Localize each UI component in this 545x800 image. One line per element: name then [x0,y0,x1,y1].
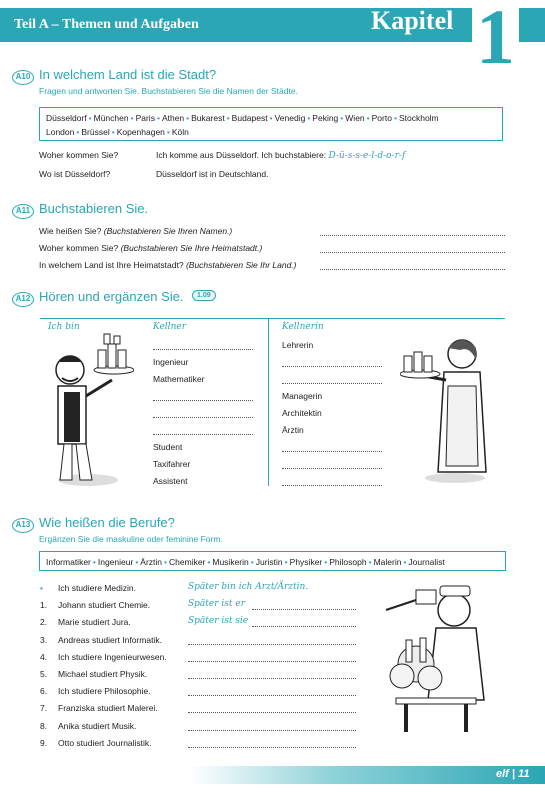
a11-question: Wie heißen Sie? [39,226,102,236]
word-item: Köln [171,127,189,137]
answer-line[interactable] [153,349,253,350]
bullet-dot: • [269,113,273,123]
bullet-dot: • [156,113,160,123]
answer-line[interactable] [282,451,382,452]
bullet-dot: • [366,113,370,123]
answer-line[interactable] [153,400,253,401]
bullet-dot: • [111,127,115,137]
row-text: Michael studiert Physik. [58,669,148,679]
answer-line[interactable] [282,485,382,486]
answer-line[interactable] [188,678,356,679]
a12-title: Hören und ergänzen Sie. [39,289,184,304]
chapter-number: 1 [472,0,519,76]
col-kellnerin-title: Kellnerin [282,322,324,332]
row-number: 9. [40,737,48,748]
exercise-badge-a12: A12 [12,292,34,307]
bullet-dot: • [368,557,372,567]
answer-line[interactable] [153,417,253,418]
bullet-dot: • [186,113,190,123]
word-item: Porto [371,113,392,123]
profession-item: Mathematiker [153,374,205,384]
profession-item: Lehrerin [282,340,314,350]
answer-line[interactable] [282,468,382,469]
row-text: Franziska studiert Malerei. [58,703,158,714]
word-item: Brüssel [81,127,110,137]
row-number: 5. [40,669,48,679]
a11-hint: (Buchstabieren Sie Ihren Namen.) [103,226,233,236]
exercise-badge-a10: A10 [12,70,34,85]
profession-item: Ärztin [282,425,304,435]
word-item: Physiker [289,557,323,567]
exercise-badge-a11: A11 [12,204,34,219]
a11-row [39,260,297,270]
column-divider [268,318,269,486]
answer-line[interactable] [188,730,356,731]
profession-item: Assistent [153,476,188,486]
row-number: 7. [40,703,48,714]
word-item: Malerin [373,557,402,567]
footer-page-number: 11 [518,768,530,780]
word-item: Venedig [274,113,306,123]
col-ich-bin-title: Ich bin [48,322,80,332]
profession-item: Student [153,442,183,452]
footer-page [496,768,529,780]
answer-line[interactable] [252,609,356,610]
col-kellner-title: Kellner [153,322,186,332]
footer-brand: elf [496,768,509,780]
city-list-line-2 [46,125,496,139]
row-number: 8. [40,720,48,731]
answer-line[interactable] [188,695,356,696]
a11-question: In welchem Land ist Ihre Heimatstadt? [39,260,184,270]
bullet-dot: • [92,557,96,567]
answer-line[interactable] [188,661,356,662]
word-item: Wien [345,113,365,123]
answer-line[interactable] [282,366,382,367]
row-number: • [40,583,43,593]
row-text: Johann studiert Chemie. [58,600,151,611]
row-text: Ich studiere Philosophie. [58,686,151,697]
city-list-line-1 [46,111,496,125]
a11-question: Woher kommen Sie? [39,243,119,253]
exercise-badge-a13: A13 [12,518,34,533]
row-text: Andreas studiert Informatik. [58,634,162,645]
answer-line[interactable] [320,269,505,270]
city-word-box [39,107,503,141]
bullet-dot: • [164,557,168,567]
word-item: Bukarest [191,113,225,123]
word-item: Chemiker [169,557,206,567]
row-text: Anika studiert Musik. [58,720,137,731]
row-number: 3. [40,634,48,645]
row-text: Otto studiert Journalistik. [58,737,152,748]
a11-title: Buchstabieren Sie. [39,201,149,216]
a10-answer-1-text: Ich komme aus Düsseldorf. Ich buchstabiere: [156,150,327,160]
word-item: Athen [161,113,185,123]
bullet-dot: • [76,127,80,137]
waiter-illustration [42,330,134,490]
part-title: Teil A – Themen und Aufgaben [14,17,199,32]
profession-item: Ingenieur [153,357,189,367]
answer-line[interactable] [282,383,382,384]
bullet-dot: • [226,113,230,123]
profession-item: Taxifahrer [153,459,191,469]
row-number: 1. [40,600,48,611]
a11-hint: (Buchstabieren Sie Ihre Heimatstadt.) [120,243,263,253]
word-item: Budapest [231,113,268,123]
chemist-illustration [376,580,506,735]
answer-line[interactable] [320,252,505,253]
bullet-dot: • [340,113,344,123]
bullet-dot: • [88,113,92,123]
row-text: Marie studiert Jura. [58,617,131,628]
a10-instruction: Fragen und antworten Sie. Buchstabieren Sie die Namen der Städte. [39,86,298,96]
footer-bar [190,766,545,784]
a10-title: In welchem Land ist die Stadt? [39,67,217,82]
table-top-rule [40,318,505,319]
bullet-dot: • [130,113,134,123]
row-answer: Später ist sie [188,616,249,627]
row-answer: Später ist er [188,599,246,610]
a10-answer-1 [156,150,405,161]
word-item: Informatiker [46,557,91,567]
a11-row [39,226,232,236]
word-item: Kopenhagen [116,127,165,137]
word-item: Paris [135,113,155,123]
a13-instruction: Ergänzen Sie die maskuline oder feminine Form. [39,534,223,544]
row-text: Ich studiere Medizin. [58,583,136,593]
row-number: 6. [40,686,48,697]
audio-track-badge[interactable]: 1.09 [192,290,216,301]
row-number: 2. [40,617,48,628]
word-item: Juristin [255,557,283,567]
word-item: Stockholm [398,113,439,123]
chapter-label: Kapitel [371,6,454,35]
word-item: Ärztin [140,557,163,567]
word-item: Musikerin [212,557,249,567]
bullet-dot: • [393,113,397,123]
row-answer: Später bin ich Arzt/Ärztin. [188,582,309,592]
word-item: London [46,127,75,137]
bullet-dot: • [307,113,311,123]
row-number: 4. [40,651,48,662]
answer-line[interactable] [320,235,505,236]
bullet-dot: • [135,557,139,567]
bullet-dot: • [324,557,328,567]
word-item: Peking [312,113,339,123]
answer-line[interactable] [188,747,356,748]
a10-answer-2: Düsseldorf ist in Deutschland. [156,169,269,179]
a11-hint: (Buchstabieren Sie Ihr Land.) [185,260,297,270]
word-item: München [93,113,129,123]
bullet-dot: • [250,557,254,567]
answer-line[interactable] [188,712,356,713]
bullet-dot: • [166,127,170,137]
waitress-illustration [400,326,500,486]
bullet-dot: • [403,557,407,567]
profession-item: Managerin [282,391,323,401]
a10-spelling: D-ü-s-s-e-l-d-o-r-f [328,151,406,161]
footer-separator: | [511,768,515,780]
word-item: Journalist [408,557,445,567]
word-item: Philosoph [329,557,367,567]
word-item: Düsseldorf [46,113,87,123]
word-item: Ingenieur [97,557,134,567]
a13-title: Wie heißen die Berufe? [39,515,175,530]
row-text: Ich studiere Ingenieurwesen. [58,651,167,662]
profession-list [46,555,499,569]
a10-question-1: Woher kommen Sie? [39,150,119,160]
bullet-dot: • [284,557,288,567]
answer-line[interactable] [252,626,356,627]
a10-question-2: Wo ist Düsseldorf? [39,169,111,179]
profession-item: Architektin [282,408,322,418]
bullet-dot: • [207,557,211,567]
a11-row [39,243,262,253]
answer-line[interactable] [188,644,356,645]
answer-line[interactable] [153,434,253,435]
profession-word-box [39,551,506,571]
